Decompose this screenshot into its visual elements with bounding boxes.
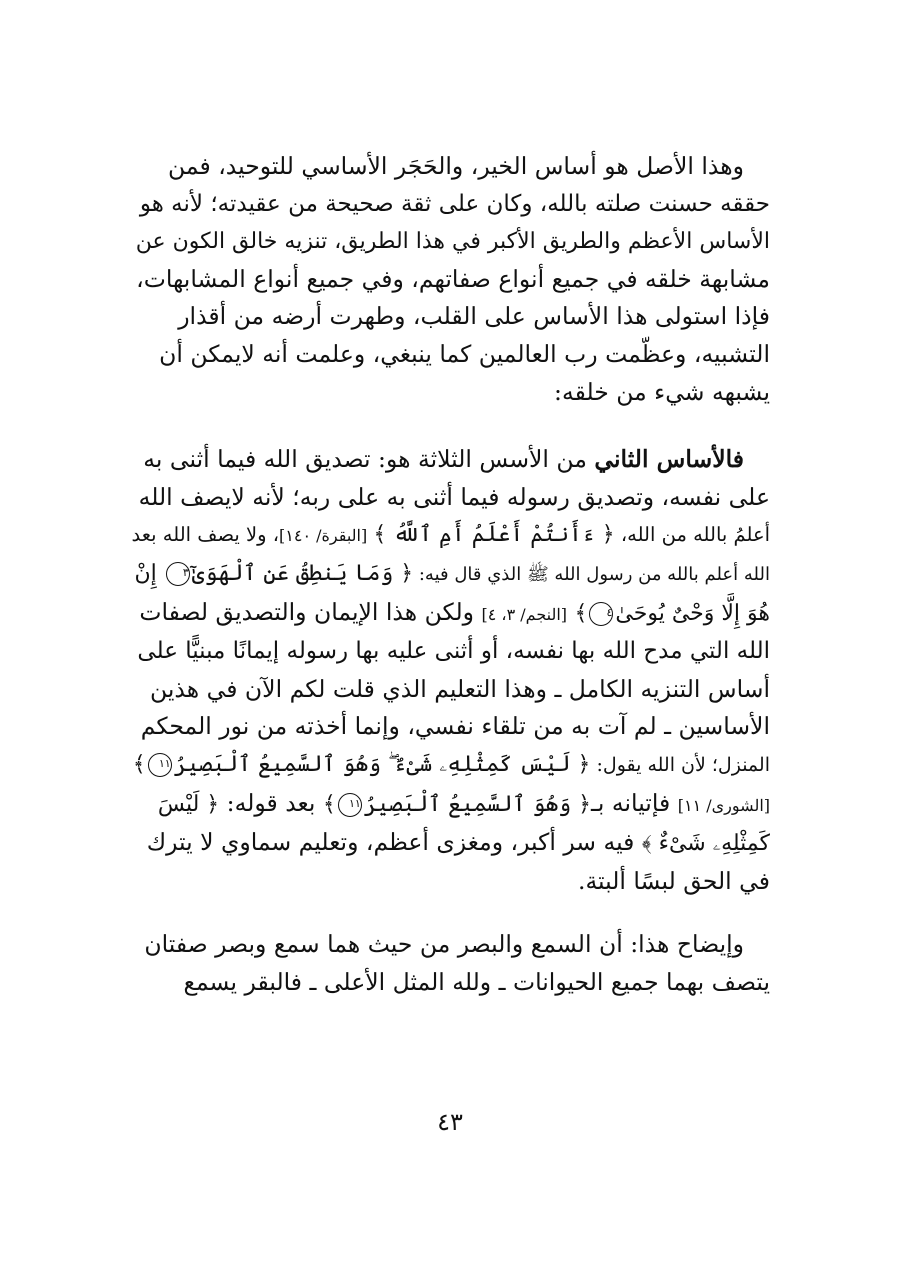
- text-fragment: ، ولا يصف الله بعد: [131, 523, 280, 547]
- text-line: [130, 441, 770, 479]
- text-line: يتصف بهما جميع الحيوانات ـ ولله المثل الأعلى ـ فالبقر يسمع: [183, 967, 770, 996]
- text-fragment: بعد قوله:: [226, 788, 316, 817]
- text-line: [130, 785, 770, 825]
- page-content: [130, 148, 770, 1001]
- quran-verse: كَمِثْلِهِۦ شَىْءٌ ﴾: [641, 831, 770, 857]
- text-line: فإذا استولى هذا الأساس على القلب، وطهرت أرضه من أقذار: [178, 302, 770, 331]
- verse-text: ﴿ وَمَا يَنطِقُ عَنِ ٱلْهَوَىٰٓ: [191, 560, 414, 586]
- paragraph-2: [130, 441, 770, 900]
- verse-bracket: ﴾: [322, 791, 336, 817]
- verse-reference: [الشورى/ ١١]: [677, 795, 770, 815]
- verse-text: هُوَ إِلَّا وَحْىٌ يُوحَىٰ: [615, 600, 770, 626]
- text-line: الأساسين ـ لم آت به من تلقاء نفسي، وإنما أخذته من نور المحكم: [140, 712, 770, 741]
- text-line: مشابهة خلقه في جميع أنواع صفاتهم، وفي جميع أنواع المشابهات،: [136, 264, 770, 293]
- verse-reference: [البقرة/ ١٤٠]: [279, 526, 368, 546]
- quran-verse: [575, 601, 770, 626]
- text-line: [130, 746, 770, 785]
- text-fragment: الله أعلم بالله من رسول الله ﷺ الذي قال فيه:: [418, 563, 770, 585]
- text-fragment: ولكن هذا الإيمان والتصديق لصفات: [139, 597, 475, 626]
- verse-number-ornament: ٣: [166, 562, 190, 586]
- text-line: وهذا الأصل هو أساس الخير، والحَجَر الأساسي للتوحيد، فمن: [168, 152, 744, 180]
- bold-heading-phrase: فالأساس الثاني: [594, 445, 744, 474]
- verse-reference: [النجم/ ٣، ٤]: [481, 604, 568, 624]
- verse-bracket: ﴾: [132, 751, 146, 777]
- page-number: ٤٣: [437, 1108, 463, 1136]
- text-fragment: فيه سر أكبر، ومغزى أعظم، وتعليم سماوي لا يترك: [146, 828, 635, 857]
- text-line: وإيضاح هذا: أن السمع والبصر من حيث هما سمع وبصر صفتان: [144, 930, 744, 959]
- text-line: الأساس الأعظم والطريق الأكبر في هذا الطريق، تنزيه خالق الكون عن: [135, 229, 770, 255]
- quran-verse: ﴿ لَيْسَ: [157, 791, 220, 817]
- verse-text: إِنْ: [134, 560, 157, 586]
- quran-verse: [135, 561, 414, 586]
- text-line: حققه حسنت صلته بالله، وكان على ثقة صحيحة من عقيدته؛ لأنه هو: [139, 190, 770, 217]
- verse-text: ﴿ لَيْسَ كَمِثْلِهِۦ شَىْءٌ ۖ وَهُوَ ٱلسَّمِيعُ ٱلْبَصِيرُ: [173, 751, 591, 777]
- text-line: الله التي مدح الله بها نفسه، أو أثنى عليه بها رسوله إيمانًا مبنيًّا على: [137, 638, 770, 665]
- text-line: [130, 555, 770, 594]
- verse-number-ornament: ٤: [589, 602, 613, 626]
- text-line: [130, 824, 770, 863]
- text-line: في الحق لبسًا ألبتة.: [577, 866, 770, 895]
- text-line: التشبيه، وعظّمت رب العالمين كما ينبغي، وعلمت أنه لايمكن أن: [159, 339, 770, 368]
- text-line: يشبهه شيء من خلقه:: [554, 377, 770, 406]
- text-line: [130, 594, 770, 634]
- text-fragment: المنزل؛ لأن الله يقول:: [596, 753, 770, 776]
- text-fragment: فإتيانه بـ: [591, 788, 671, 817]
- text-fragment: أعلمُ بالله من الله،: [620, 523, 770, 547]
- text-line: على نفسه، وتصديق رسوله فيما أثنى به على ربه؛ لأنه لايصف الله: [138, 482, 770, 511]
- text-line: [130, 516, 770, 555]
- verse-text: ﴿ وَهُوَ ٱلسَّمِيعُ ٱلْبَصِيرُ: [363, 791, 592, 817]
- verse-number-ornament: ١١: [338, 793, 362, 817]
- text-fragment: من الأسس الثلاثة هو: تصديق الله فيما أثنى به: [143, 445, 587, 474]
- verse-number-ornament: ١١: [148, 753, 172, 777]
- quran-verse: ﴿ ءَأَنتُمْ أَعْلَمُ أَمِ ٱللَّهُ ﴾: [373, 522, 615, 548]
- verse-bracket: ﴾: [574, 600, 588, 626]
- quran-verse: [133, 752, 591, 777]
- text-line: أساس التنزيه الكامل ـ وهذا التعليم الذي قلت لكم الآن في هذين: [150, 674, 770, 703]
- paragraph-3: [130, 926, 770, 1001]
- paragraph-1: [130, 148, 770, 411]
- quran-verse: [323, 792, 591, 817]
